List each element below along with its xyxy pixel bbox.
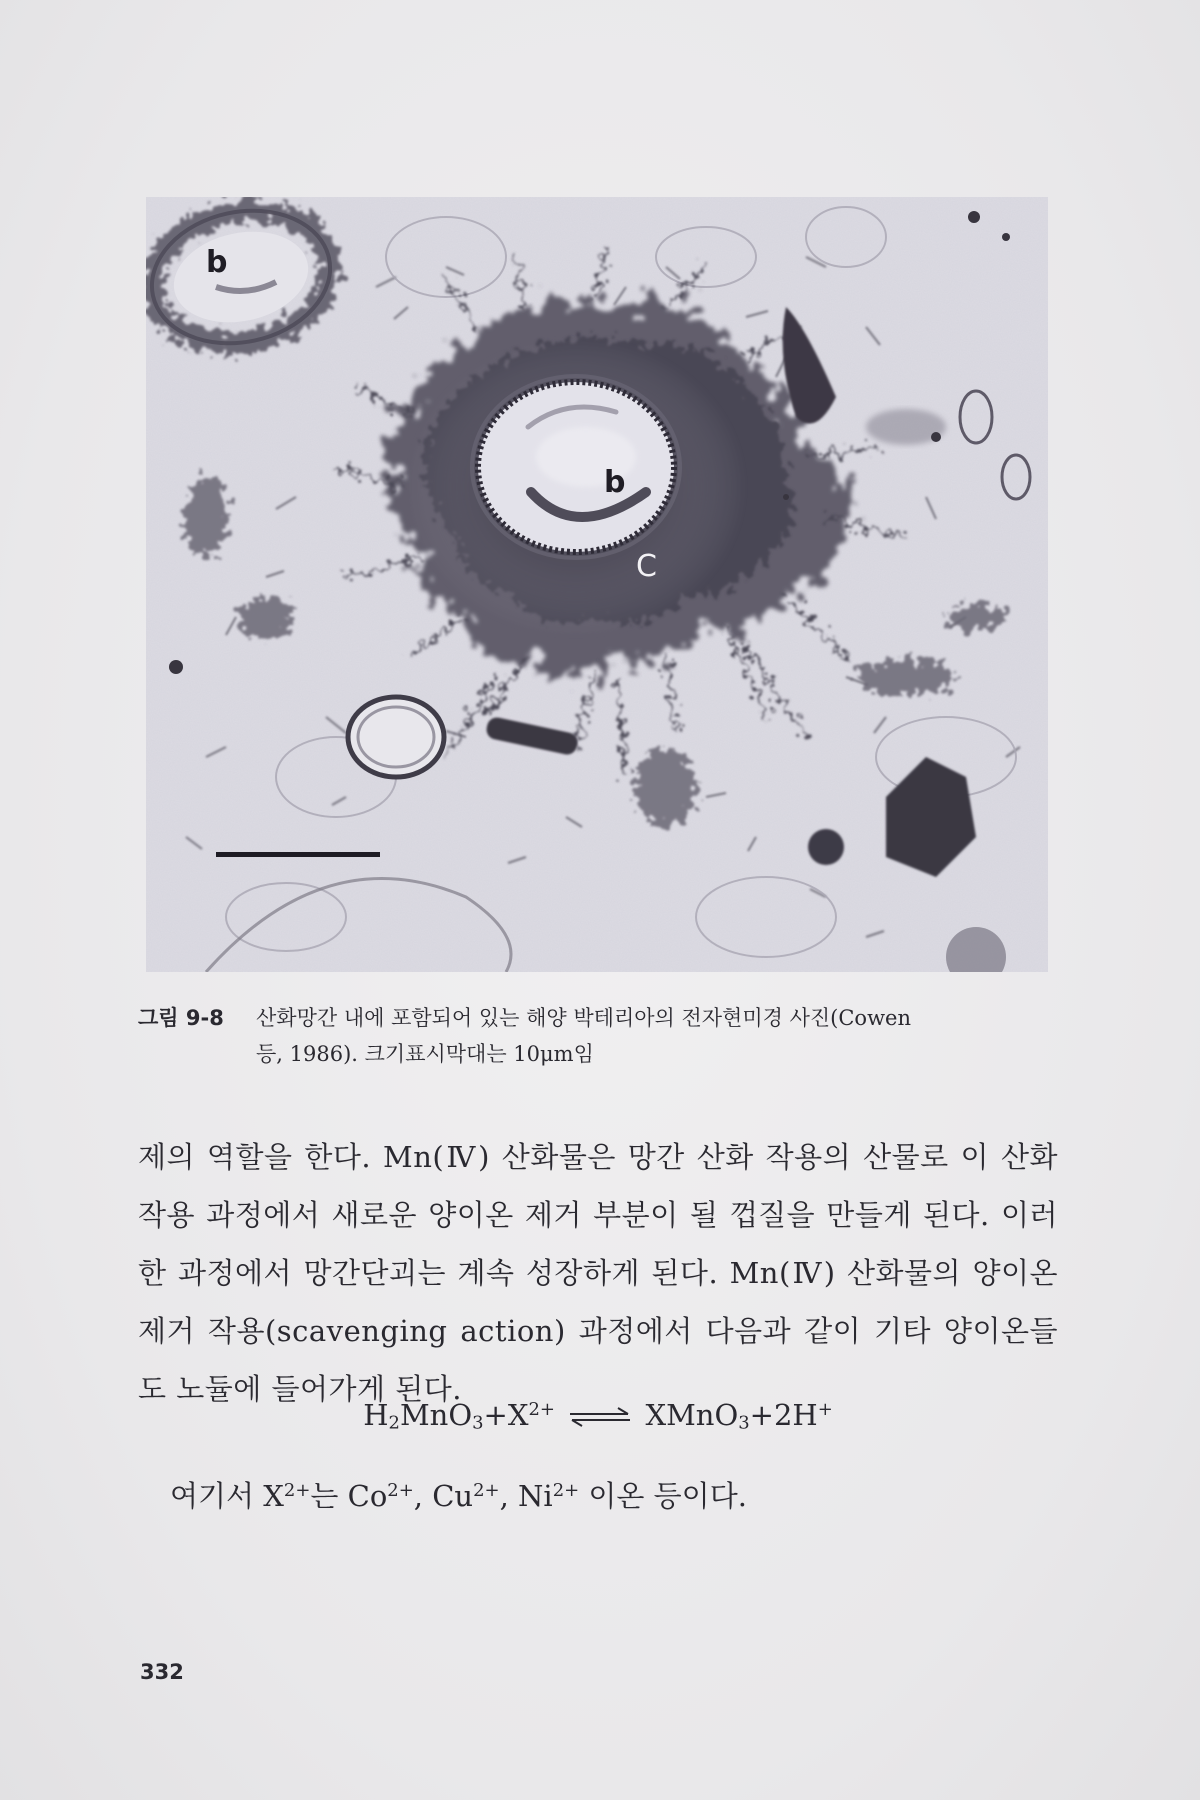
eq-rhs-xmno: XMnO — [645, 1398, 739, 1432]
eq-lhs-h-sub: 2 — [388, 1412, 400, 1434]
eq-lhs-x-charge: 2+ — [528, 1399, 555, 1421]
label-b-top-left: b — [206, 245, 228, 280]
eq-lhs-mno: MnO — [399, 1398, 473, 1432]
caption-line-1 — [138, 1000, 1058, 1036]
note-prefix: 여기서 X — [170, 1479, 284, 1513]
figure-number: 그림 9-8 — [138, 1006, 224, 1030]
micrograph-figure — [146, 197, 1048, 972]
equation-note — [170, 1476, 1050, 1516]
label-b-center: b — [604, 465, 626, 500]
note-suffix: 이온 등이다. — [579, 1479, 747, 1513]
note-co-charge: 2+ — [387, 1480, 414, 1502]
eq-rhs-h-charge: + — [817, 1399, 833, 1421]
page-number: 332 — [140, 1660, 184, 1684]
chemical-equation — [138, 1398, 1058, 1432]
eq-lhs-x: +X — [483, 1398, 529, 1432]
note-cu-charge: 2+ — [473, 1480, 500, 1502]
electron-micrograph-image — [146, 197, 1048, 972]
equilibrium-arrow-icon — [568, 1407, 632, 1427]
body-paragraph: 제의 역할을 한다. Mn(Ⅳ) 산화물은 망간 산화 작용의 산물로 이 산화 작용 과정에서 새로운 양이온 제거 부분이 될 껍질을 만들게 된다. 이러한 과정에서 망간단괴는 계속 성장하게 된다. Mn(Ⅳ) 산화물의 양이온 제거 작용(scavenging action) 과정에서 다음과 같이 기타 양이온들도 노듈에 들어가게 된다. — [138, 1140, 1058, 1406]
eq-lhs-mno-sub: 3 — [472, 1412, 484, 1434]
eq-rhs-xmno-sub: 3 — [738, 1412, 750, 1434]
note-ni: , Ni — [499, 1479, 553, 1513]
bacterium-center — [472, 376, 680, 558]
figure-caption — [138, 1000, 1058, 1072]
note-co: 는 Co — [310, 1479, 388, 1513]
note-ni-charge: 2+ — [552, 1480, 580, 1502]
caption-line-2: 등, 1986). 크기표시막대는 10μm임 — [256, 1042, 594, 1066]
caption-text-1: 산화망간 내에 포함되어 있는 해양 박테리아의 전자현미경 사진(Cowen — [256, 1006, 911, 1030]
oval-cell-lower-left — [348, 697, 444, 777]
note-x-charge: 2+ — [283, 1480, 311, 1502]
note-cu: , Cu — [413, 1479, 474, 1513]
label-c-coating: C — [636, 549, 657, 584]
eq-rhs-h: +2H — [749, 1398, 818, 1432]
scale-bar — [216, 852, 380, 857]
eq-lhs-h: H — [363, 1398, 389, 1432]
